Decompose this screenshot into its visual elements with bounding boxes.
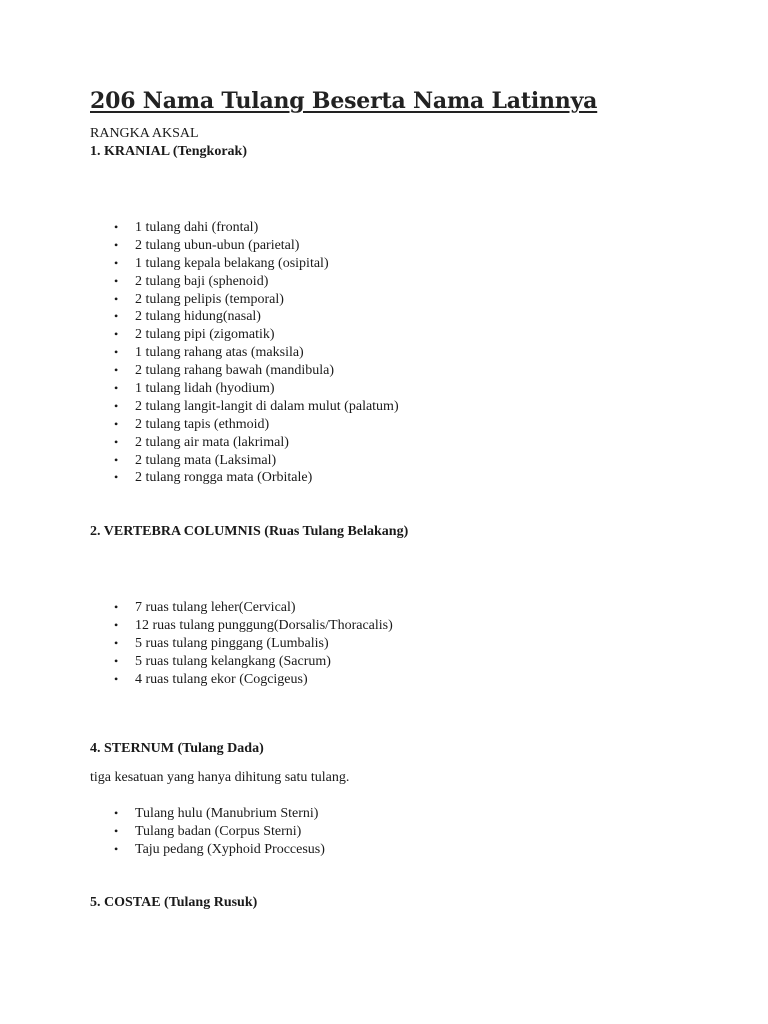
bullet-icon: • — [114, 452, 119, 467]
bullet-icon: • — [114, 635, 119, 650]
section-label: RANGKA AKSAL — [90, 126, 199, 141]
list-item — [90, 452, 399, 470]
costae-heading: 5. COSTAE (Tulang Rusuk) — [90, 895, 258, 910]
list-item — [90, 841, 325, 859]
list-item — [90, 398, 399, 416]
list-item-text: 2 tulang pelipis (temporal) — [135, 291, 284, 307]
list-item-text: Tulang hulu (Manubrium Sterni) — [135, 806, 319, 821]
sternum-heading: 4. STERNUM (Tulang Dada) — [90, 741, 264, 756]
list-item — [90, 653, 393, 671]
list-item — [90, 416, 399, 434]
list-item — [90, 469, 399, 487]
list-item-text: 2 tulang langit-langit di dalam mulut (palatum) — [135, 398, 399, 414]
list-item-text: 12 ruas tulang punggung(Dorsalis/Thoracalis) — [135, 617, 393, 633]
bullet-icon: • — [114, 434, 119, 449]
bullet-icon: • — [114, 823, 119, 838]
list-item-text: 2 tulang mata (Laksimal) — [135, 452, 277, 468]
list-item-text: 1 tulang rahang atas (maksila) — [135, 345, 304, 361]
list-item-text: 2 tulang hidung(nasal) — [135, 309, 261, 325]
list-item — [90, 617, 393, 635]
list-item — [90, 308, 399, 326]
list-item — [90, 255, 399, 273]
bullet-icon: • — [114, 273, 119, 288]
list-item-text: Tulang badan (Corpus Sterni) — [135, 823, 302, 839]
list-item — [90, 635, 393, 653]
bullet-icon: • — [114, 291, 119, 306]
kranial-list — [90, 219, 399, 487]
list-item — [90, 219, 399, 237]
list-item-text: 1 tulang lidah (hyodium) — [135, 381, 275, 397]
list-item-text: 2 tulang rahang bawah (mandibula) — [135, 363, 335, 379]
bullet-icon: • — [114, 327, 119, 342]
list-item-text: 5 ruas tulang kelangkang (Sacrum) — [135, 653, 331, 669]
bullet-icon: • — [114, 470, 119, 485]
list-item-text: 5 ruas tulang pinggang (Lumbalis) — [135, 635, 329, 651]
list-item — [90, 599, 393, 617]
list-item-text: 1 tulang kepala belakang (osipital) — [135, 255, 329, 271]
bullet-icon: • — [114, 381, 119, 396]
list-item-text: 2 tulang pipi (zigomatik) — [135, 327, 275, 343]
list-item — [90, 326, 399, 344]
list-item — [90, 291, 399, 309]
list-item-text: 2 tulang ubun-ubun (parietal) — [135, 237, 300, 253]
list-item — [90, 434, 399, 452]
bullet-icon: • — [114, 841, 119, 856]
bullet-icon: • — [114, 345, 119, 360]
bullet-icon: • — [114, 600, 119, 614]
bullet-icon: • — [114, 255, 119, 270]
list-item-text: 2 tulang baji (sphenoid) — [135, 273, 269, 289]
list-item — [90, 380, 399, 398]
list-item — [90, 362, 399, 380]
bullet-icon: • — [114, 309, 119, 324]
list-item-text: 1 tulang dahi (frontal) — [135, 220, 259, 235]
bullet-icon: • — [114, 806, 119, 820]
list-item-text: Taju pedang (Xyphoid Proccesus) — [135, 841, 325, 857]
bullet-icon: • — [114, 653, 119, 668]
list-item-text: 2 tulang air mata (lakrimal) — [135, 434, 289, 450]
bullet-icon: • — [114, 398, 119, 413]
list-item — [90, 671, 393, 689]
bullet-icon: • — [114, 220, 119, 234]
list-item-text: 2 tulang tapis (ethmoid) — [135, 416, 270, 432]
list-item-text: 7 ruas tulang leher(Cervical) — [135, 600, 296, 615]
kranial-heading: 1. KRANIAL (Tengkorak) — [90, 144, 248, 159]
list-item-text: 4 ruas tulang ekor (Cogcigeus) — [135, 671, 308, 687]
bullet-icon: • — [114, 237, 119, 252]
sternum-list — [90, 805, 325, 859]
list-item — [90, 805, 325, 823]
vertebra-list — [90, 599, 393, 688]
list-item — [90, 823, 325, 841]
bullet-icon: • — [114, 671, 119, 686]
bullet-icon: • — [114, 363, 119, 378]
list-item — [90, 237, 399, 255]
list-item — [90, 344, 399, 362]
bullet-icon: • — [114, 416, 119, 431]
sternum-note: tiga kesatuan yang hanya dihitung satu tulang. — [90, 770, 350, 785]
list-item — [90, 273, 399, 291]
bullet-icon: • — [114, 617, 119, 632]
vertebra-heading: 2. VERTEBRA COLUMNIS (Ruas Tulang Belakang) — [90, 524, 409, 539]
document-title: 206 Nama Tulang Beserta Nama Latinnya — [90, 88, 598, 114]
list-item-text: 2 tulang rongga mata (Orbitale) — [135, 470, 313, 486]
